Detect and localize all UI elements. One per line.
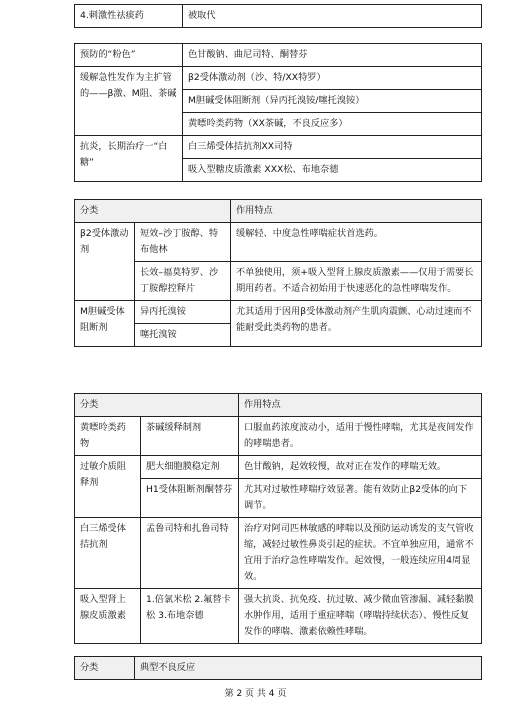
table-row xyxy=(75,417,482,456)
cell-item: 吸入型糖皮质激素 XXX松、布地奈德 xyxy=(183,159,482,182)
table-expectorant xyxy=(74,4,482,28)
header-features: 作用特点 xyxy=(231,200,482,223)
cell-drug: 异丙托溴铵 xyxy=(135,301,231,324)
cell-feature: 强大抗炎、抗免疫、抗过敏、减少微血管渗漏、减轻黏膜水肿作用，适用于重症哮喘（哮喘持续状态）、慢性反复发作的哮喘、激素依赖性哮喘。 xyxy=(239,589,482,644)
table-other-antiasthmatics xyxy=(74,393,482,644)
cell-drug: 短效–沙丁胺醇、特布他林 xyxy=(135,223,231,262)
cell-label: 缓解急性发作为主扩管的——β激、M阻、茶碱 xyxy=(75,67,183,136)
cell-drug: H1受体阻断剂酮替芬 xyxy=(141,479,239,518)
cell-label: 抗炎，长期治疗一“白糖” xyxy=(75,136,183,182)
table-row xyxy=(75,136,482,159)
cell-feature: 缓解轻、中度急性哮喘症状首选药。 xyxy=(231,223,482,262)
cell-category: 白三烯受体拮抗剂 xyxy=(75,518,141,589)
cell-drug: 茶碱缓释制剂 xyxy=(141,417,239,456)
cell-label: 预防的“粉色” xyxy=(75,44,183,67)
cell-feature: 口服血药浓度波动小，适用于慢性哮喘，尤其是夜间发作的哮喘患者。 xyxy=(239,417,482,456)
cell-item: M胆碱受体阻断剂（异丙托溴铵/噻托溴铵） xyxy=(183,90,482,113)
cell-drug: 长效–福莫特罗、沙丁胺醇控释片 xyxy=(135,262,231,301)
page-footer: 第 2 页 共 4 页 xyxy=(224,689,287,699)
cell-drug: 孟鲁司特和扎鲁司特 xyxy=(141,518,239,589)
table-row xyxy=(75,223,482,262)
table-drug-summary xyxy=(74,43,482,182)
table-row xyxy=(75,67,482,90)
header-features: 作用特点 xyxy=(239,394,482,417)
cell-status: 被取代 xyxy=(183,5,482,28)
header-category: 分类 xyxy=(75,200,231,223)
table-header-row xyxy=(75,394,482,417)
table-row xyxy=(75,456,482,479)
header-adverse-reactions: 典型不良反应 xyxy=(135,657,482,680)
cell-category: 过敏介质阻释剂 xyxy=(75,456,141,518)
table-row xyxy=(75,44,482,67)
table-header-row xyxy=(75,200,482,223)
cell-feature: 色甘酸钠，起效较慢，故对正在发作的哮喘无效。 xyxy=(239,456,482,479)
table-row xyxy=(75,518,482,589)
cell-drug: 噻托溴铵 xyxy=(135,324,231,347)
header-category: 分类 xyxy=(75,657,135,680)
table-row xyxy=(75,589,482,644)
table-row xyxy=(75,262,482,301)
table-bronchodilators xyxy=(74,199,482,347)
cell-category: 吸入型肾上腺皮质激素 xyxy=(75,589,141,644)
table-adverse-reactions xyxy=(74,656,482,680)
cell-feature: 治疗对阿司匹林敏感的哮喘以及预防运动诱发的支气管收缩，减轻过敏性鼻炎引起的症状。不宜单独应用，通常不宜用于治疗急性哮喘发作。起效慢，一般连续应用4周显效。 xyxy=(239,518,482,589)
cell-category: M胆碱受体阻断剂 xyxy=(75,301,135,347)
cell-item: 黄嘌呤类药物（XX茶碱，不良反应多） xyxy=(183,113,482,136)
cell-item: 白三烯受体拮抗剂XX司特 xyxy=(183,136,482,159)
cell-category: 黄嘌呤类药物 xyxy=(75,417,141,456)
cell-item: 色甘酸钠、曲尼司特、酮替芬 xyxy=(183,44,482,67)
cell-drug: 1.倍氯米松 2.氟替卡松 3.布地奈德 xyxy=(141,589,239,644)
cell-feature: 不单独使用，须+吸入型肾上腺皮质激素——仅用于需要长期用药者。不适合初始用于快速恶化的急性哮喘发作。 xyxy=(231,262,482,301)
cell-feature: 尤其对过敏性哮喘疗效显著。能有效防止β2受体的向下调节。 xyxy=(239,479,482,518)
table-header-row xyxy=(75,657,482,680)
cell-drug: 肥大细胞膜稳定剂 xyxy=(141,456,239,479)
cell-category: 4.刺激性祛痰药 xyxy=(75,5,183,28)
table-row xyxy=(75,5,482,28)
cell-category: β2受体激动剂 xyxy=(75,223,135,301)
table-row xyxy=(75,301,482,324)
cell-item: β2受体激动剂（沙、特/XX特罗） xyxy=(183,67,482,90)
header-category: 分类 xyxy=(75,394,239,417)
cell-feature: 尤其适用于因用β受体激动剂产生肌肉震颤、心动过速而不能耐受此类药物的患者。 xyxy=(231,301,482,347)
